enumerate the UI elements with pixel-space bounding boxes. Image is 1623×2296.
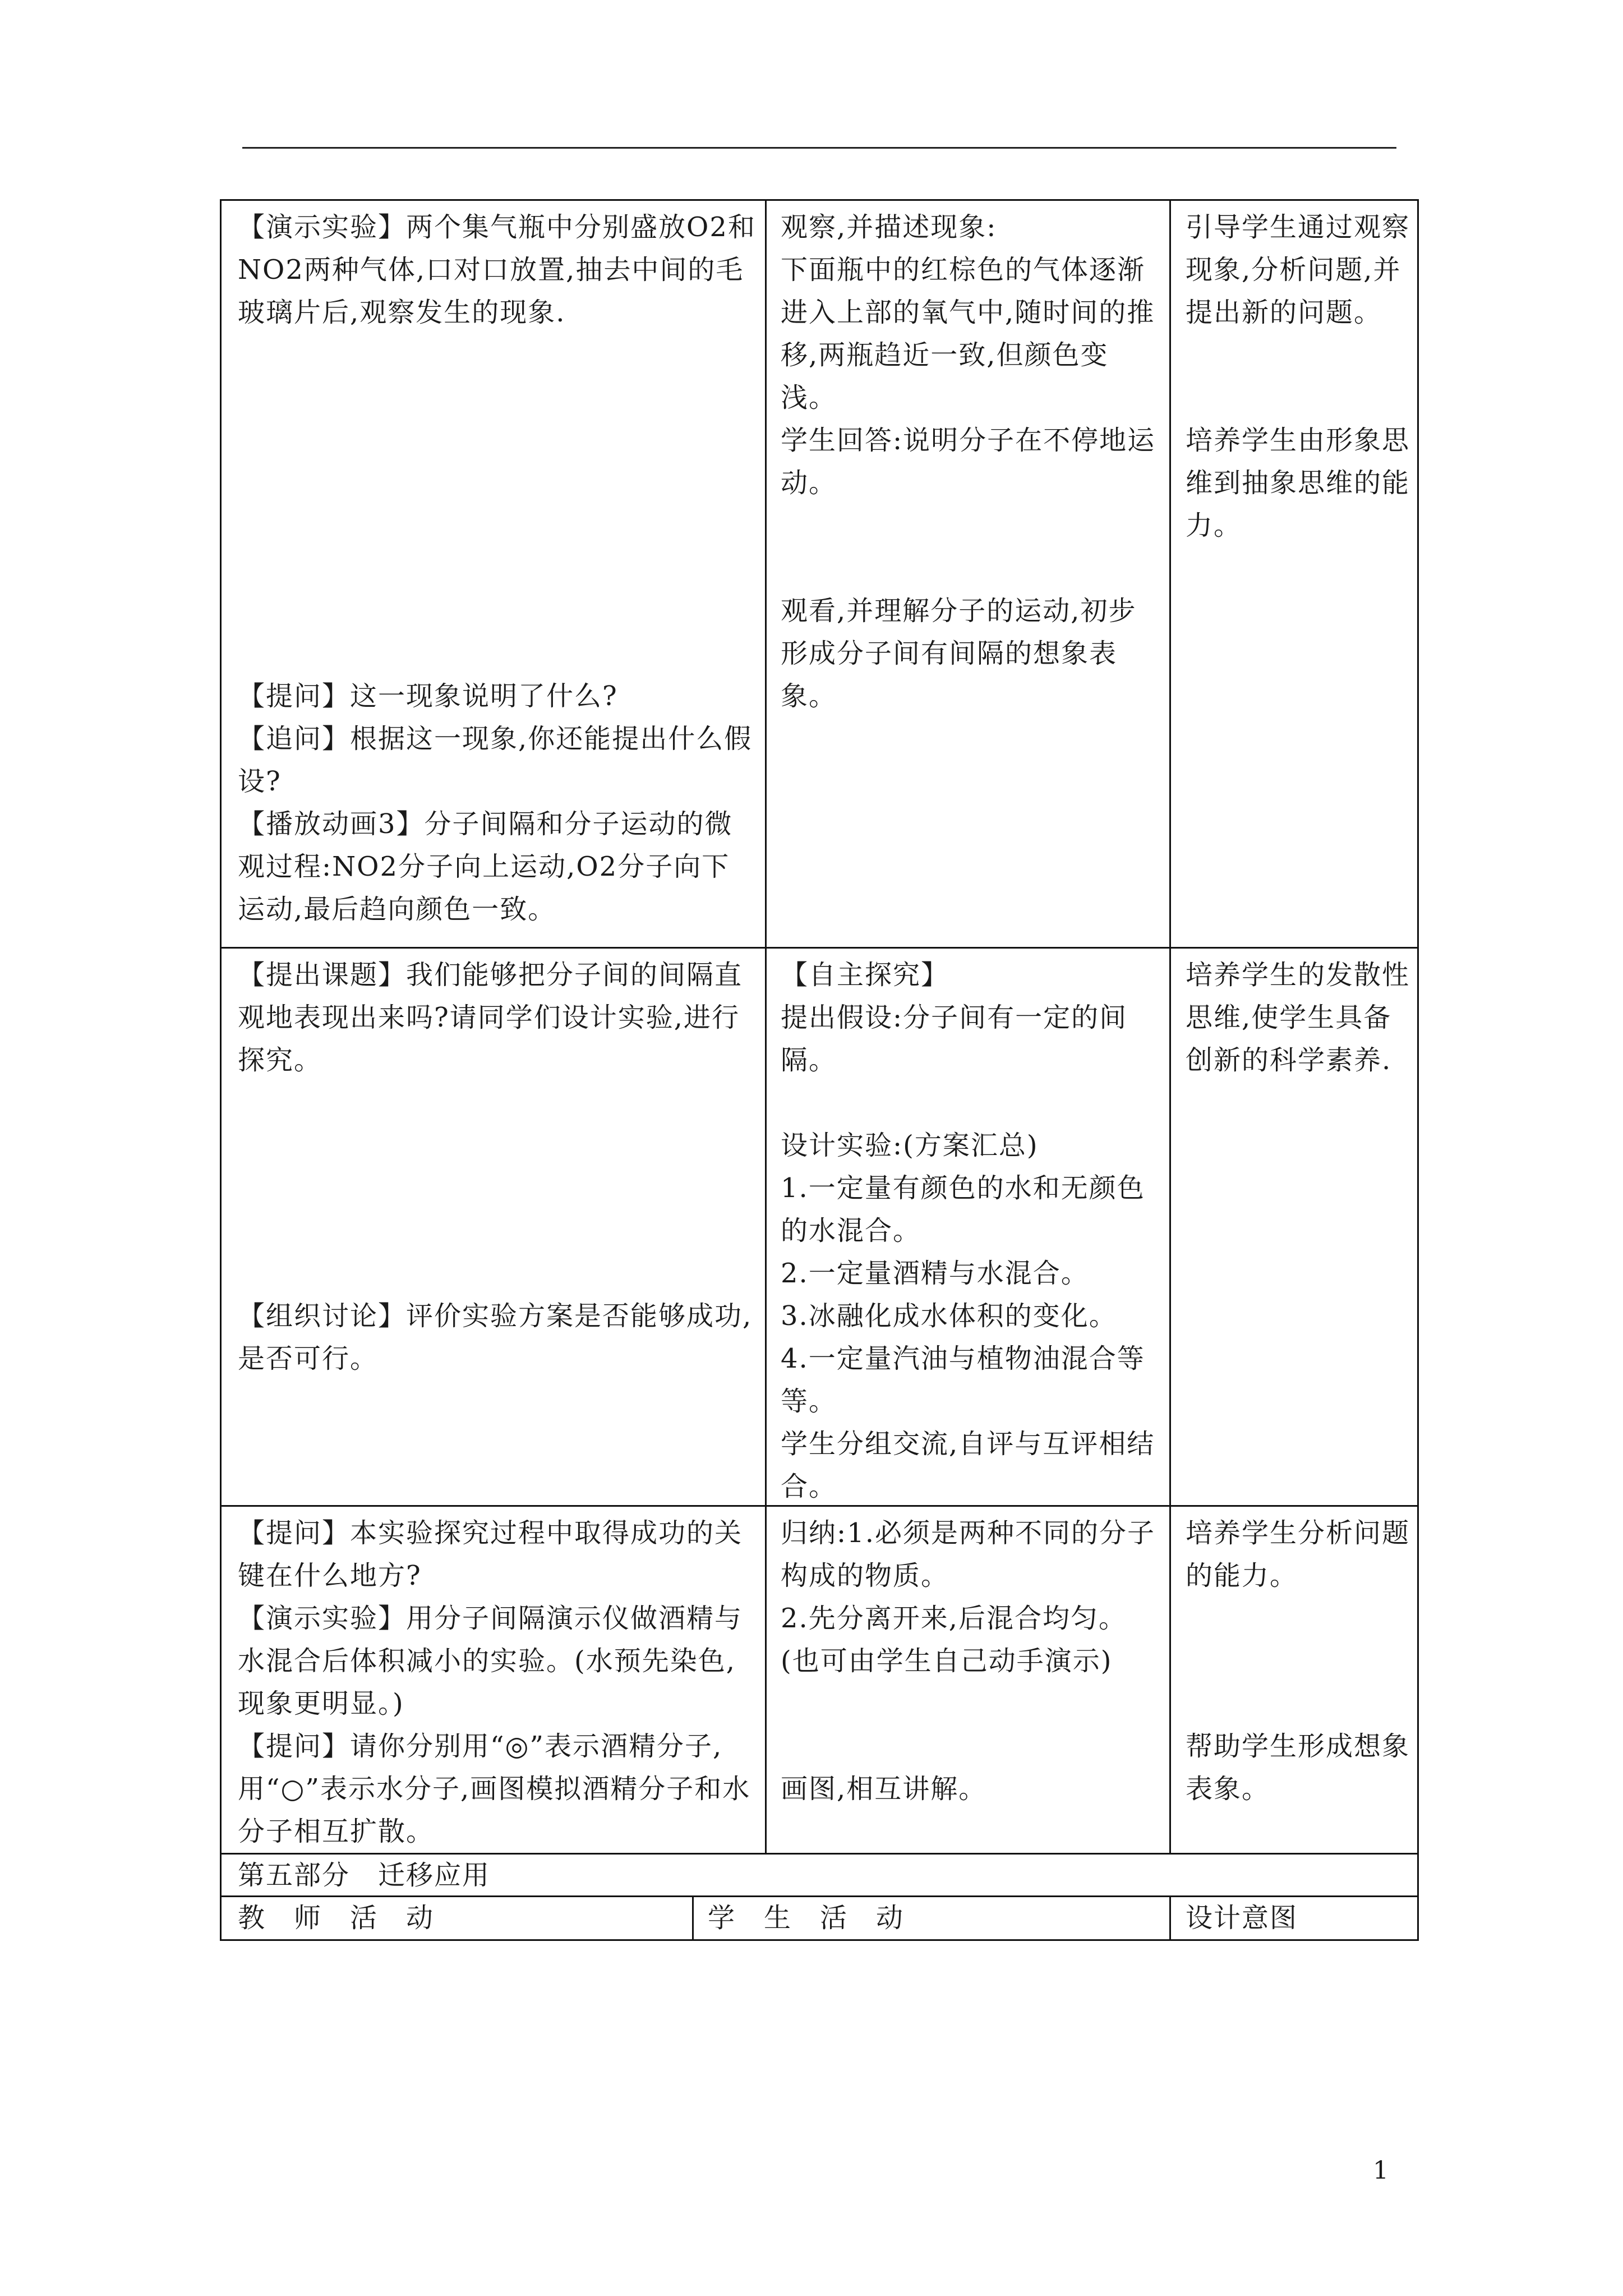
table-border-right	[1417, 199, 1419, 1941]
teacher-question-text: 【提问】这一现象说明了什么?	[238, 680, 618, 712]
header-rule	[242, 147, 1396, 149]
teacher-discussion-text: 【组织讨论】评价实验方案是否能够成功,是否可行。	[238, 1300, 753, 1374]
teacher-topic-text: 【提出课题】我们能够把分子间的间隔直观地表现出来吗?请同学们设计实验,进行探究。	[238, 959, 743, 1076]
student-plan-1: 1.一定量有颜色的水和无颜色的水混合。	[781, 1172, 1145, 1246]
header-col-divider-1	[692, 1895, 694, 1939]
row3-student-cell	[781, 1512, 1162, 1810]
row3-intent-cell	[1186, 1512, 1410, 1810]
header-col-divider-2	[1169, 1895, 1171, 1939]
student-observe-text: 观察,并描述现象:	[781, 211, 997, 243]
intent-analysis-text: 培养学生分析问题的能力。	[1186, 1517, 1410, 1591]
teacher-followup-text: 【追问】根据这一现象,你还能提出什么假设?	[238, 723, 753, 797]
student-exchange-text: 学生分组交流,自评与互评相结合。	[781, 1428, 1155, 1502]
student-hypothesis-text: 提出假设:分子间有一定的间隔。	[781, 1002, 1128, 1076]
row1-student-cell	[781, 206, 1162, 717]
student-phenomenon-text: 下面瓶中的红棕色的气体逐渐进入上部的氧气中,随时间的推移,两瓶趋近一致,但颜色变浅。	[781, 254, 1155, 413]
table-border-left	[220, 199, 222, 1941]
col-header-intent: 设计意图	[1186, 1902, 1298, 1934]
row2-intent-cell	[1186, 954, 1410, 1082]
col-divider-1	[765, 199, 767, 1853]
row1-teacher-cell	[238, 206, 757, 931]
student-plan-4: 4.一定量汽油与植物油混合等等。	[781, 1343, 1145, 1417]
student-answer-text: 学生回答:说明分子在不停地运动。	[781, 425, 1156, 499]
row1-intent-cell	[1186, 206, 1410, 547]
intent-imagery-text: 帮助学生形成想象表象。	[1186, 1731, 1410, 1805]
teacher-demo2-text: 【演示实验】用分子间隔演示仪做酒精与水混合后体积减小的实验。(水预先染色,现象更明显。)	[238, 1603, 743, 1719]
student-plan-3: 3.冰融化成水体积的变化。	[781, 1300, 1117, 1332]
col-header-teacher: 教 师 活 动	[238, 1902, 435, 1934]
row-divider-1	[220, 947, 1419, 949]
student-inquiry-heading: 【自主探究】	[781, 959, 949, 991]
teacher-animation-text: 【播放动画3】分子间隔和分子运动的微观过程:NO2分子向上运动,O2分子向下运动,最后趋向颜色一致。	[238, 808, 733, 925]
table-border-bottom	[220, 1939, 1419, 1941]
row3-teacher-cell	[238, 1512, 757, 1853]
col-divider-2	[1169, 199, 1171, 1853]
section-title: 第五部分 迁移应用	[238, 1860, 491, 1891]
teacher-key-question-text: 【提问】本实验探究过程中取得成功的关键在什么地方?	[238, 1517, 743, 1591]
table-border-top	[220, 199, 1419, 201]
teacher-demo-text: 【演示实验】两个集气瓶中分别盛放O2和NO2两种气体,口对口放置,抽去中间的毛玻璃片后,观察发生的现象.	[238, 211, 756, 328]
lesson-table	[220, 199, 1419, 1941]
student-summary-2-text: 2.先分离开来,后混合均匀。(也可由学生自己动手演示)	[781, 1603, 1127, 1677]
intent-divergent-text: 培养学生的发散性思维,使学生具备创新的科学素养.	[1186, 959, 1410, 1076]
page-number: 1	[1373, 2156, 1389, 2185]
intent-guide-text: 引导学生通过观察现象,分析问题,并提出新的问题。	[1186, 211, 1410, 328]
intent-thinking-text: 培养学生由形象思维到抽象思维的能力。	[1186, 425, 1410, 541]
student-plan-2: 2.一定量酒精与水混合。	[781, 1258, 1089, 1289]
teacher-draw-question-text: 【提问】请你分别用“◎”表示酒精分子,用“○”表示水分子,画图模拟酒精分子和水分子相互扩散。	[238, 1731, 751, 1847]
student-summary-text: 归纳:1.必须是两种不同的分子构成的物质。	[781, 1517, 1155, 1591]
row2-teacher-cell	[238, 954, 757, 1380]
row2-student-cell	[781, 954, 1162, 1508]
col-header-student: 学 生 活 动	[708, 1902, 905, 1934]
student-draw-text: 画图,相互讲解。	[781, 1773, 987, 1805]
student-watch-text: 观看,并理解分子的运动,初步形成分子间有间隔的想象表象。	[781, 595, 1137, 712]
student-design-text: 设计实验:(方案汇总)	[781, 1130, 1039, 1161]
